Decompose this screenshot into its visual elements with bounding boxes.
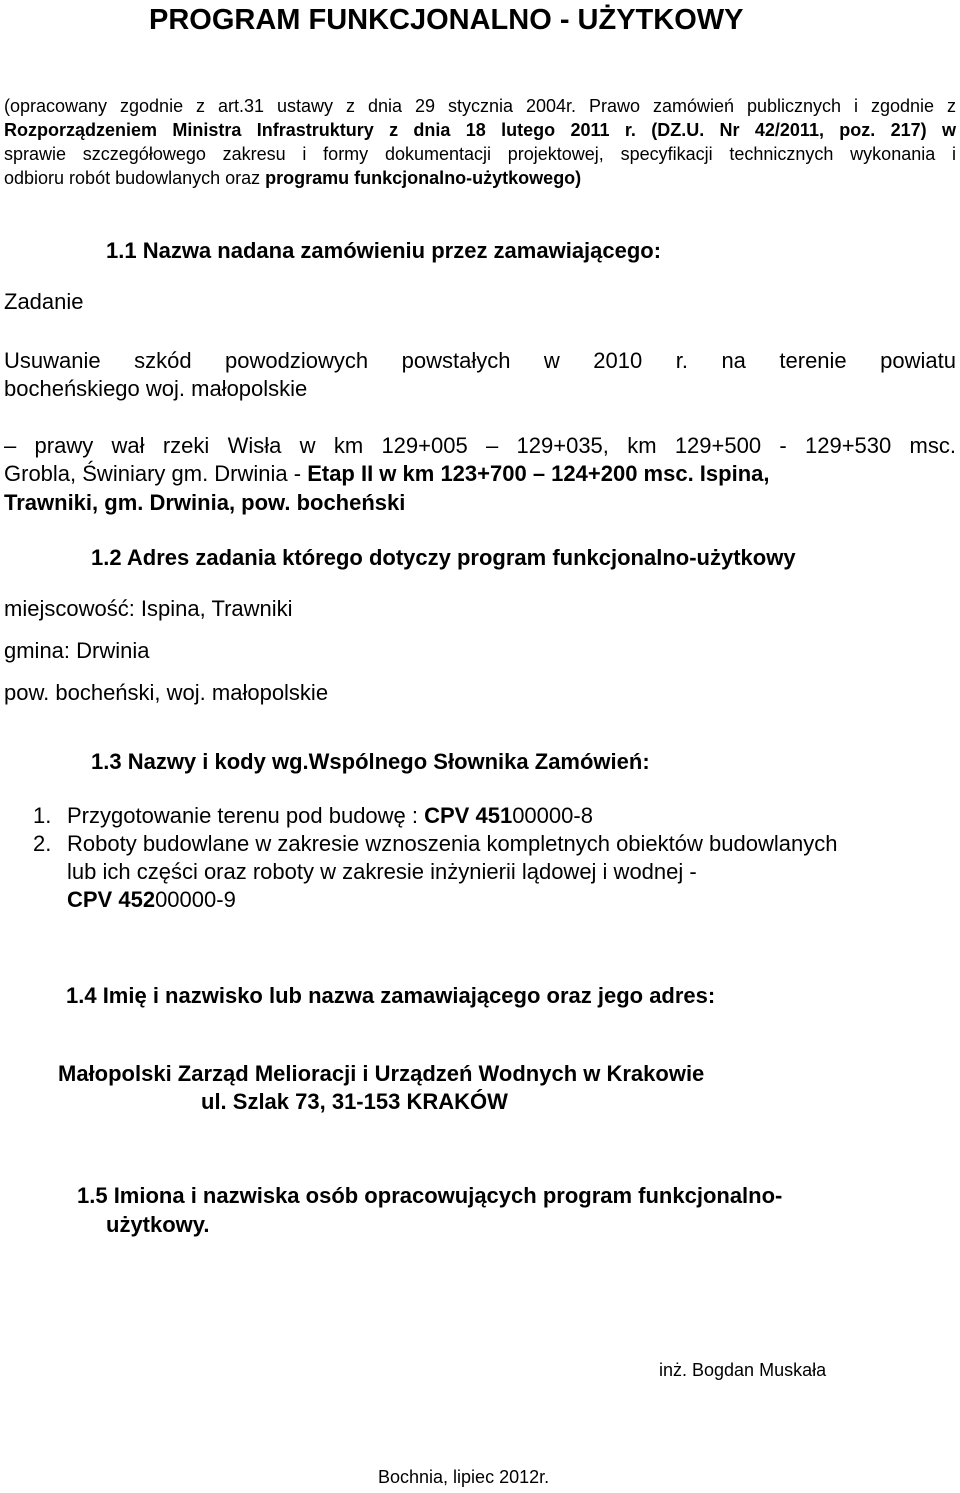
cpv-item-2-code-rest: 00000-9 [155,887,236,912]
intro-line-3: sprawie szczegółowego zakresu i formy dokumentacji projektowej, specyfikacji technicznych wykonania i [4,144,956,164]
cpv-item-1-code-rest: 00000-8 [512,803,593,828]
cpv-item-1-code: CPV 451 [424,803,513,828]
ordering-party-name: Małopolski Zarząd Melioracji i Urządzeń Wodnych w Krakowie [58,1061,705,1086]
intro-line-1: (opracowany zgodnie z art.31 ustawy z dnia 29 stycznia 2004r. Prawo zamówień publicznych i zgodnie z [4,96,956,116]
place-and-date: Bochnia, lipiec 2012r. [378,1467,550,1487]
intro-line-4-plain: odbioru robót budowlanych oraz [4,168,266,188]
task-desc-line-2: bocheńskiego woj. małopolskie [4,376,308,401]
location-town: miejscowość: Ispina, Trawniki [4,596,293,621]
scope-line-3: Trawniki, gm. Drwinia, pow. bocheński [4,490,406,515]
cpv-item-1 [67,803,593,829]
section-1-4-heading: 1.4 Imię i nazwisko lub nazwa zamawiającego oraz jego adres: [66,983,716,1008]
intro-line-2: Rozporządzeniem Ministra Infrastruktury z dnia 18 lutego 2011 r. (DZ.U. Nr 42/2011, poz. 217) w [4,120,956,140]
task-desc-line-1: Usuwanie szkód powodziowych powstałych w 2010 r. na terenie powiatu [4,348,956,373]
cpv-item-1-text: Przygotowanie terenu pod budowę : [67,803,425,828]
section-1-5-heading-line-2: użytkowy. [106,1212,210,1237]
scope-line-2 [4,460,769,488]
location-county: pow. bocheński, woj. małopolskie [4,680,329,705]
cpv-item-2-line-2: lub ich części oraz roboty w zakresie inżynierii lądowej i wodnej - [67,859,697,884]
cpv-item-1-number: 1. [33,803,52,828]
section-1-1-heading: 1.1 Nazwa nadana zamówieniu przez zamawiającego: [106,238,662,263]
cpv-item-2-number: 2. [33,831,52,856]
scope-line-1: – prawy wał rzeki Wisła w km 129+005 – 129+035, km 129+500 - 129+530 msc. [4,433,956,458]
location-commune: gmina: Drwinia [4,638,150,663]
cpv-item-2-code: CPV 452 [67,887,156,912]
zadanie-label: Zadanie [4,289,84,314]
section-1-2-heading: 1.2 Adres zadania którego dotyczy program funkcjonalno-użytkowy [91,545,796,570]
scope-line-2-bold: Etap II w km 123+700 – 124+200 msc. Ispina, [307,461,770,486]
intro-line-4 [4,166,581,191]
scope-line-2-plain: Grobla, Świniary gm. Drwinia - [4,461,308,486]
document-title: PROGRAM FUNKCJONALNO - UŻYTKOWY [149,4,744,36]
cpv-item-2-code-line [67,887,236,913]
ordering-party-address: ul. Szlak 73, 31-153 KRAKÓW [201,1089,508,1114]
section-1-3-heading: 1.3 Nazwy i kody wg.Wspólnego Słownika Zamówień: [91,749,650,774]
intro-line-4-bold: programu funkcjonalno-użytkowego) [265,168,582,188]
cpv-item-2-line-1: Roboty budowlane w zakresie wznoszenia kompletnych obiektów budowlanych [67,831,838,856]
section-1-5-heading-line-1: 1.5 Imiona i nazwiska osób opracowujących program funkcjonalno- [77,1183,783,1208]
author-name: inż. Bogdan Muskała [659,1360,827,1380]
